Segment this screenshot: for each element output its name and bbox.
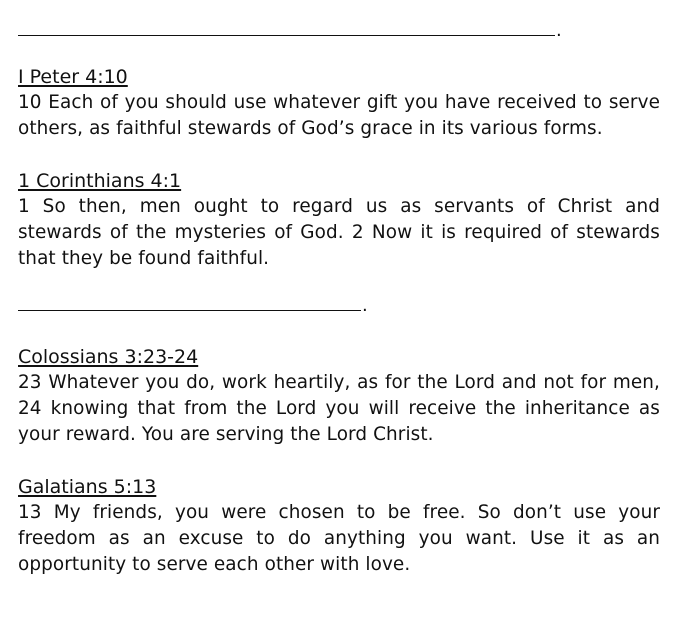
scripture-reference: I Peter 4:10 <box>18 66 128 88</box>
fill-in-blank-2 <box>18 291 660 316</box>
passage-colossians <box>18 344 660 448</box>
fill-in-blank-1 <box>18 16 660 41</box>
passage-galatians <box>18 474 660 578</box>
scripture-reference: Colossians 3:23-24 <box>18 346 199 368</box>
scripture-text: 1 So then, men ought to regard us as servants of Christ and stewards of the mysteries of God. 2 Now it is required of stewards that they be found faithful. <box>18 196 660 269</box>
scripture-reference: Galatians 5:13 <box>18 476 157 498</box>
scripture-text: 23 Whatever you do, work heartily, as for the Lord and not for men, 24 knowing that from the Lord you will receive the inheritance as your reward. You are serving the Lord Christ. <box>18 372 660 445</box>
blank-rule <box>18 35 555 36</box>
passage-peter <box>18 64 660 142</box>
blank-period: . <box>556 20 562 41</box>
passage-corinthians <box>18 168 660 272</box>
blank-period: . <box>362 295 368 316</box>
scripture-text: 10 Each of you should use whatever gift you have received to serve others, as faithful stewards of God’s grace in its various forms. <box>18 92 660 139</box>
scripture-text: 13 My friends, you were chosen to be free. So don’t use your freedom as an excuse to do anything you want. Use it as an opportunity to serve each other with love. <box>18 502 660 575</box>
blank-rule <box>18 310 361 311</box>
scripture-reference: 1 Corinthians 4:1 <box>18 170 182 192</box>
worksheet-page <box>18 0 660 578</box>
